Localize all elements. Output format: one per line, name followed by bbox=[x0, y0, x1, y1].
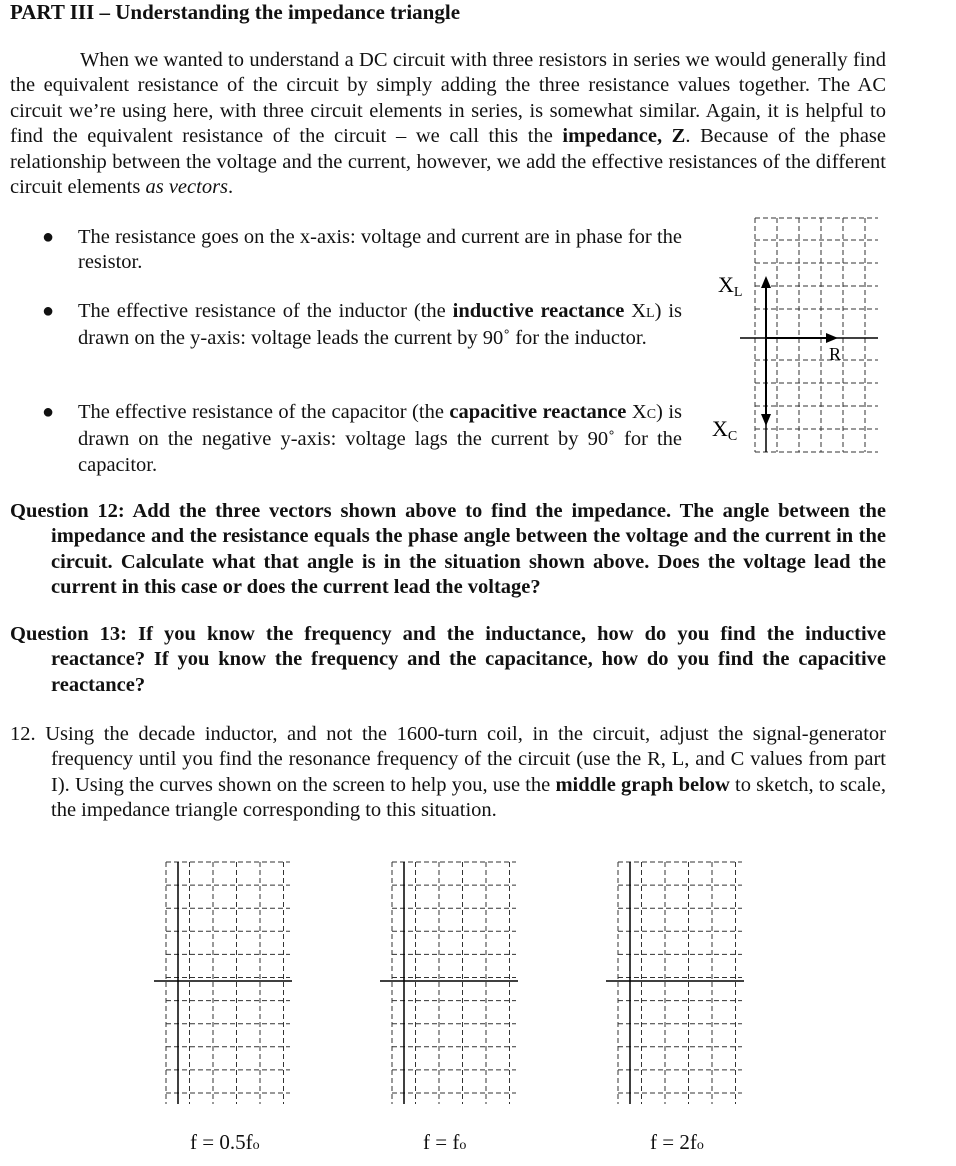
graph-2f0[interactable] bbox=[602, 850, 752, 1112]
bullet-dot-1: ● bbox=[42, 226, 55, 248]
graph-f0[interactable] bbox=[376, 850, 526, 1112]
bullet-3-sub: C bbox=[646, 407, 657, 422]
graph-grid bbox=[166, 862, 290, 1112]
intro-text-3: . bbox=[228, 176, 234, 199]
step-12-bold: middle graph below bbox=[555, 773, 730, 796]
intro-text-2: . Because of the phase relationship between the voltage and the current, however, we add the effective resistances of the different circuit elements bbox=[10, 125, 886, 199]
step-12-text-1: Using the decade inductor, and not the 1600-turn coil, in the circuit, adjust the signal-generator frequency until you find the resonance frequency of the circuit (use the R, L, and C values from part I). Using the curves shown on the screen to help you, use the bbox=[45, 723, 886, 796]
q12-label: Question 12: bbox=[10, 500, 125, 522]
q12-text: Add the three vectors shown above to find the impedance. The angle between the impedance and the resistance equals the phase angle between the voltage and the current in the circuit. Calculate what that angle is in the situation shown above. Does the voltage lead the current in this case or does the current lead the voltage? bbox=[51, 500, 886, 599]
step-12 bbox=[10, 722, 886, 824]
xc-label: XC bbox=[712, 416, 738, 444]
bullet-1-text: The resistance goes on the x-axis: voltage and current are in phase for the resistor. bbox=[78, 226, 682, 274]
bullet-dot-3: ● bbox=[42, 401, 55, 423]
intro-bold-impedance: impedance, Z bbox=[562, 125, 686, 148]
q13-text: If you know the frequency and the inductance, how do you find the inductive reactance? If you know the frequency and the capacitance, how do you find the capacitive reactance? bbox=[51, 623, 886, 696]
q13-label: Question 13: bbox=[10, 623, 128, 645]
r-label: R bbox=[829, 344, 842, 364]
bullet-2-bold: inductive reactance bbox=[452, 300, 625, 322]
bullet-capacitor bbox=[78, 400, 682, 478]
xl-label: XL bbox=[718, 272, 743, 300]
bullet-3-bold: capacitive reactance bbox=[449, 401, 627, 423]
graph-half-f0[interactable] bbox=[150, 850, 300, 1112]
caption-2f0: f = 2fo bbox=[650, 1130, 704, 1154]
step-12-text-2: to sketch, to scale, the impedance triangle corresponding to this situation. bbox=[51, 773, 886, 822]
bullet-3-text-1: The effective resistance of the capacitor (the bbox=[78, 401, 450, 423]
xc-vector-arrow bbox=[761, 338, 771, 426]
bullet-dot-2: ● bbox=[42, 300, 55, 322]
caption-half-f0: f = 0.5fo bbox=[190, 1130, 260, 1154]
graph-grid bbox=[618, 862, 742, 1112]
bullet-2-sub: L bbox=[646, 306, 655, 321]
bullet-2-x: X bbox=[631, 300, 647, 322]
intro-paragraph bbox=[10, 48, 886, 200]
intro-text-1: When we wanted to understand a DC circuit with three resistors in series we would generally find the equivalent resistance of the circuit by simply adding the three resistance values together. The AC circuit we’re using here, with three circuit elements in series, is somewhat similar. Again, it is helpful to find the equivalent resistance of the circuit – we call this the bbox=[10, 49, 886, 148]
page-heading: PART III – Understanding the impedance triangle bbox=[10, 0, 461, 24]
intro-italic-vectors: as vectors bbox=[145, 176, 229, 199]
question-13 bbox=[10, 622, 886, 698]
bullet-3-text-3: ) is drawn on the negative y-axis: voltage lags the current by 90˚ for the capacitor. bbox=[78, 401, 682, 476]
bullet-inductor bbox=[78, 299, 682, 352]
bullet-resistance bbox=[78, 225, 682, 276]
xl-vector-arrow bbox=[761, 276, 771, 338]
bullet-2-text-1: The effective resistance of the inductor (the bbox=[78, 300, 453, 322]
step-12-number: 12. bbox=[10, 723, 36, 745]
diagram-grid bbox=[755, 218, 878, 452]
graph-grid bbox=[392, 862, 516, 1112]
bullet-3-x: X bbox=[631, 401, 647, 423]
vector-diagram bbox=[700, 210, 890, 470]
question-12 bbox=[10, 499, 886, 601]
bullet-2-text-3: ) is drawn on the y-axis: voltage leads the current by 90˚ for the inductor. bbox=[78, 300, 682, 350]
caption-f0: f = fo bbox=[423, 1130, 467, 1154]
